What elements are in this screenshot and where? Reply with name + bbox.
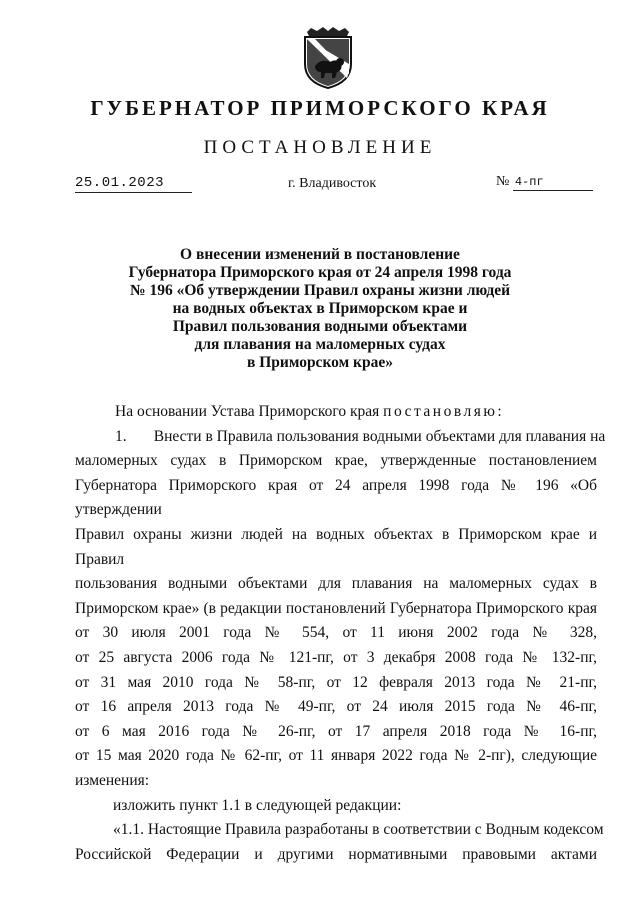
coat-of-arms-icon [297, 22, 359, 90]
body-line: от 25 августа 2006 года № 121-пг, от 3 декабря 2008 года № 132-пг, [75, 648, 597, 666]
document-date: 25.01.2023 [75, 175, 192, 193]
item-1-first-line [75, 425, 606, 450]
heading-line: № 196 «Об утверждении Правил охраны жизни людей [130, 282, 510, 299]
heading-line: О внесении изменений в постановление [180, 246, 460, 263]
body-line: пользования водными объектами для плавания на маломерных судах в [75, 575, 597, 593]
body-line: от 16 апреля 2013 года № 49-пг, от 24 июля 2015 года № 46-пг, [75, 698, 597, 716]
heading-line: Правил пользования водными объектами [172, 318, 468, 335]
body-line: Приморском крае» (в редакции постановлений Губернатора Приморского края [75, 599, 597, 617]
quote-first-line: «1.1. Настоящие Правила разработаны в соответствии с Водным кодексом [113, 821, 604, 839]
body-line: от 31 мая 2010 года № 58-пг, от 12 февраля 2013 года № 21-пг, [75, 673, 597, 691]
heading-line: Губернатора Приморского края от 24 апреля 1998 года [128, 264, 512, 281]
quote-second-line: Российской Федерации и другими нормативными правовыми актами [75, 845, 597, 863]
body-line: от 30 июля 2001 года № 554, от 11 июня 2002 года № 328, [75, 624, 597, 642]
document-city: г. Владивосток [288, 176, 377, 191]
heading-line: в Приморском крае» [246, 354, 393, 371]
organization-title: ГУБЕРНАТОР ПРИМОРСКОГО КРАЯ [90, 96, 550, 120]
document-number [496, 174, 593, 191]
body-line: Правил охраны жизни людей на водных объектах в Приморском крае и Правил [75, 525, 597, 568]
item-text: Внести в Правила пользования водными объектами для плавания на [153, 427, 606, 445]
document-heading [0, 246, 640, 372]
document-type: ПОСТАНОВЛЕНИЕ [203, 137, 437, 158]
body-line: Губернатора Приморского края от 24 апреля 1998 года № 196 «Об утверждении [75, 476, 597, 519]
heading-line: на водных объектах в Приморском крае и [172, 300, 468, 317]
basis-paragraph [75, 400, 597, 425]
body-line: маломерных судах в Приморском крае, утвержденные постановлением [75, 452, 597, 470]
number-label: № [496, 174, 510, 189]
decree-keyword: постановляю: [383, 403, 505, 420]
basis-text: На основании Устава Приморского края [115, 403, 384, 420]
item-number: 1. [115, 427, 127, 445]
document-body [75, 400, 606, 867]
body-line: от 15 мая 2020 года № 62-пг, от 11 января 2022 года № 2-пг), следующие [75, 747, 597, 765]
body-line: изменения: [75, 771, 150, 789]
number-value: 4-пг [513, 174, 593, 191]
instruction-line: изложить пункт 1.1 в следующей редакции: [113, 796, 402, 814]
body-line: от 6 мая 2016 года № 26-пг, от 17 апреля 2018 года № 16-пг, [75, 722, 597, 740]
heading-line: для плавания на маломерных судах [194, 336, 446, 353]
